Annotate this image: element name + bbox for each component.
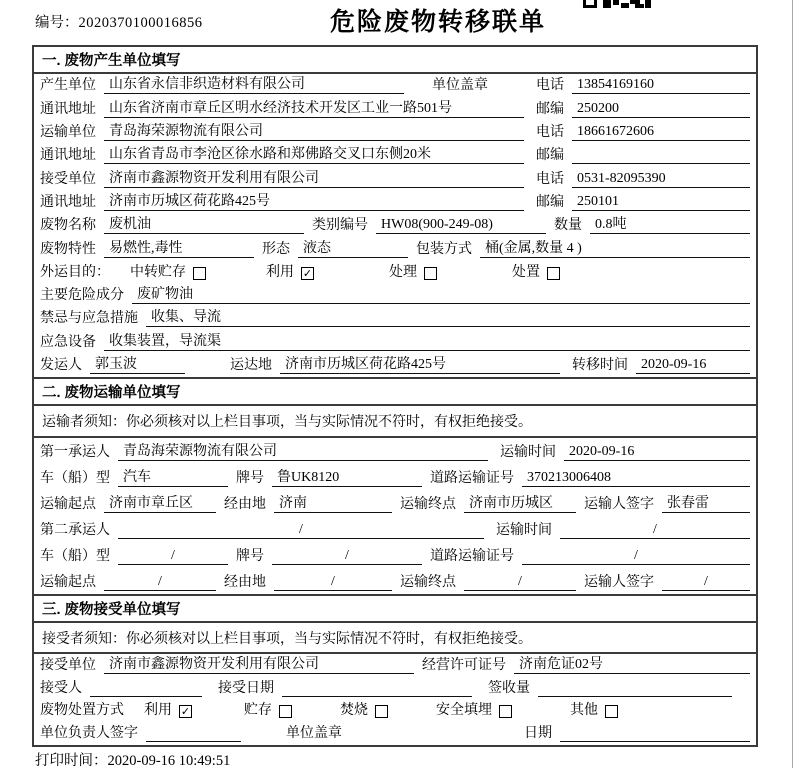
vehicle1-plate-value: 鲁UK8120 <box>272 469 422 487</box>
purpose-transfer-storage-checkbox <box>193 267 206 280</box>
purpose-transfer-storage-label: 中转贮存 <box>130 264 186 280</box>
destination-value: 济南市历城区荷花路425号 <box>280 356 560 374</box>
section-receiver-title: 三. 废物接受单位填写 <box>34 596 756 623</box>
purpose-treat-checkbox <box>424 267 437 280</box>
print-time-label: 打印时间： <box>35 753 108 768</box>
hazard-components-value: 废矿物油 <box>132 286 750 304</box>
license-label: 经营许可证号 <box>422 657 506 673</box>
receiver-seal-label: 单位盖章 <box>286 726 342 741</box>
destination-label: 运达地 <box>230 358 272 374</box>
vehicle2-type-label: 车（船）型 <box>40 549 110 564</box>
emergency-equipment-label: 应急设备 <box>40 334 96 350</box>
vehicle2-permit-value: / <box>522 547 750 565</box>
seal-date-label: 日期 <box>524 726 552 741</box>
emergency-measures-label: 禁忌与应急措施 <box>40 311 138 327</box>
row-waste-traits <box>34 237 756 260</box>
row-second-carrier <box>34 516 756 542</box>
section-producer-title: 一. 废物产生单位填写 <box>34 47 756 74</box>
first-carrier-value: 青岛海荣源物流有限公司 <box>118 443 488 461</box>
producer-address-label: 通讯地址 <box>40 101 96 117</box>
disposal-method-label: 废物处置方式 <box>40 703 124 719</box>
vehicle1-plate-label: 牌号 <box>236 471 264 486</box>
disposal-option-other <box>570 702 618 719</box>
serial-number <box>35 11 203 32</box>
waste-code-label: 类别编号 <box>312 218 368 234</box>
license-value: 济南危证02号 <box>514 656 750 674</box>
purpose-option-transfer-storage <box>130 264 206 281</box>
waste-form-value: 液态 <box>298 240 408 258</box>
serial-value: 2020370100016856 <box>78 15 203 31</box>
signed-qty-label: 签收量 <box>488 680 530 696</box>
row-disposal-method <box>34 700 756 723</box>
transporter-address-value: 山东省青岛市李沧区徐水路和郑佛路交叉口东侧20米 <box>104 146 524 164</box>
first-carrier-label: 第一承运人 <box>40 445 110 460</box>
packaging-label: 包装方式 <box>416 241 472 257</box>
transporter-label: 运输单位 <box>40 124 96 140</box>
receiver-zip-label: 邮编 <box>536 194 564 210</box>
row-hazard-components <box>34 284 756 307</box>
route2-start-value: / <box>104 573 216 591</box>
section-transport-title: 二. 废物运输单位填写 <box>34 379 756 406</box>
serial-label: 编号： <box>35 15 79 31</box>
producer-phone-value: 13854169160 <box>572 76 750 94</box>
transport-time2-value: / <box>560 521 750 539</box>
accept-person-value <box>90 696 202 697</box>
receiver-label: 接受单位 <box>40 171 96 187</box>
accept-date-label: 接受日期 <box>218 680 274 696</box>
disposal-option-landfill <box>436 702 512 719</box>
transporter-phone-label: 电话 <box>536 124 564 140</box>
waste-traits-label: 废物特性 <box>40 241 96 257</box>
row-waste-name <box>34 214 756 237</box>
transfer-time-value: 2020-09-16 <box>636 356 750 374</box>
row-transporter-address <box>34 144 756 167</box>
receiver-phone-value: 0531-82095390 <box>572 170 750 188</box>
transfer-time-label: 转移时间 <box>572 358 628 374</box>
vehicle1-type-value: 汽车 <box>118 469 228 487</box>
row-producer-address <box>34 97 756 120</box>
transporter-value: 青岛海荣源物流有限公司 <box>104 123 524 141</box>
row-route2 <box>34 568 756 594</box>
purpose-dispose-label: 处置 <box>512 264 540 280</box>
responsible-sign-value <box>146 741 241 742</box>
accept-person-label: 接受人 <box>40 680 82 696</box>
second-carrier-value: / <box>118 521 484 539</box>
receiver-zip-value: 250101 <box>572 193 750 211</box>
transporter-address-label: 通讯地址 <box>40 148 96 164</box>
page-title: 危险废物转移联单 <box>330 8 547 36</box>
receiver-address-value: 济南市历城区荷花路425号 <box>104 193 524 211</box>
vehicle1-type-label: 车（船）型 <box>40 471 110 486</box>
purpose-option-treat <box>389 264 437 281</box>
disposal-landfill-label: 安全填埋 <box>436 703 492 719</box>
waste-name-label: 废物名称 <box>40 218 96 234</box>
vehicle2-permit-label: 道路运输证号 <box>430 549 514 564</box>
row-receiver <box>34 167 756 190</box>
row-receiver-address <box>34 191 756 214</box>
route2-end-label: 运输终点 <box>400 575 456 590</box>
producer-label: 产生单位 <box>40 78 96 94</box>
unit-seal-label: 单位盖章 <box>432 78 488 94</box>
transport-time2-label: 运输时间 <box>496 523 552 538</box>
row-accept-unit <box>34 654 756 677</box>
responsible-sign-label: 单位负责人签字 <box>40 726 138 741</box>
route2-end-value: / <box>464 573 576 591</box>
row-emergency-measures <box>34 307 756 330</box>
row-vehicle2 <box>34 542 756 568</box>
route1-start-label: 运输起点 <box>40 497 96 512</box>
purpose-dispose-checkbox <box>547 267 560 280</box>
transporter-zip-label: 邮编 <box>536 148 564 164</box>
route1-end-label: 运输终点 <box>400 497 456 512</box>
section-transport <box>34 377 756 594</box>
row-vehicle1 <box>34 464 756 490</box>
receiver-value: 济南市鑫源物资开发利用有限公司 <box>104 170 524 188</box>
emergency-measures-value: 收集、导流 <box>146 309 750 327</box>
producer-zip-value: 250200 <box>572 100 750 118</box>
receiver-address-label: 通讯地址 <box>40 194 96 210</box>
seal-date-value <box>560 741 750 742</box>
disposal-other-checkbox <box>605 705 618 718</box>
waste-traits-value: 易燃性,毒性 <box>104 240 254 258</box>
manifest-form-table <box>32 45 758 747</box>
disposal-storage-label: 贮存 <box>244 703 272 719</box>
disposal-incinerate-checkbox <box>375 705 388 718</box>
producer-value: 山东省永信非织造材料有限公司 <box>104 76 404 94</box>
accept-unit-label: 接受单位 <box>40 657 96 673</box>
purpose-utilize-label: 利用 <box>266 264 294 280</box>
receiver-phone-label: 电话 <box>536 171 564 187</box>
receiver-notice: 接受者须知：你必须核对以上栏目事项，当与实际情况不符时，有权拒绝接受。 <box>34 623 756 654</box>
disposal-option-storage <box>244 702 292 719</box>
packaging-value: 桶(金属,数量 4 ) <box>480 240 750 258</box>
row-transporter <box>34 121 756 144</box>
waste-qty-label: 数量 <box>554 218 582 234</box>
route2-sign-value: / <box>662 573 750 591</box>
transporter-zip-value <box>572 163 750 164</box>
waste-name-value: 废机油 <box>104 216 304 234</box>
disposal-option-incinerate <box>340 702 388 719</box>
vehicle1-permit-label: 道路运输证号 <box>430 471 514 486</box>
route1-start-value: 济南市章丘区 <box>104 495 216 513</box>
sender-value: 郭玉波 <box>90 356 185 374</box>
vehicle1-permit-value: 370213006408 <box>522 469 750 487</box>
row-route1 <box>34 490 756 516</box>
disposal-utilize-label: 利用 <box>144 703 172 719</box>
scan-edge-line <box>792 0 793 768</box>
transporter-phone-value: 18661672606 <box>572 123 750 141</box>
section-receiver <box>34 594 756 745</box>
emergency-equipment-value: 收集装置，导流渠 <box>104 333 750 351</box>
disposal-incinerate-label: 焚烧 <box>340 703 368 719</box>
disposal-other-label: 其他 <box>570 703 598 719</box>
second-carrier-label: 第二承运人 <box>40 523 110 538</box>
row-dispatch <box>34 354 756 377</box>
signed-qty-value <box>538 696 732 697</box>
print-time-value: 2020-09-16 10:49:51 <box>107 753 231 768</box>
transporter-notice: 运输者须知：你必须核对以上栏目事项，当与实际情况不符时，有权拒绝接受。 <box>34 406 756 438</box>
row-emergency-equipment <box>34 330 756 353</box>
transport-time1-value: 2020-09-16 <box>564 443 750 461</box>
sender-label: 发运人 <box>40 358 82 374</box>
route2-via-label: 经由地 <box>224 575 266 590</box>
producer-zip-label: 邮编 <box>536 101 564 117</box>
row-producer <box>34 74 756 97</box>
accept-unit-value: 济南市鑫源物资开发利用有限公司 <box>104 656 414 674</box>
row-outbound-purpose <box>34 261 756 284</box>
route1-via-value: 济南 <box>274 495 392 513</box>
producer-address-value: 山东省济南市章丘区明水经济技术开发区工业一路501号 <box>104 100 524 118</box>
purpose-option-utilize <box>266 264 314 281</box>
accept-date-value <box>282 696 472 697</box>
waste-qty-value: 0.8吨 <box>590 216 750 234</box>
vehicle2-plate-value: / <box>272 547 422 565</box>
route2-start-label: 运输起点 <box>40 575 96 590</box>
hazard-components-label: 主要危险成分 <box>40 288 124 304</box>
route2-via-value: / <box>274 573 392 591</box>
disposal-utilize-checkbox: ✓ <box>180 705 191 719</box>
disposal-landfill-checkbox <box>499 705 512 718</box>
waste-form-label: 形态 <box>262 241 290 257</box>
purpose-option-dispose <box>512 264 560 281</box>
route1-sign-value: 张春雷 <box>662 495 750 513</box>
purpose-treat-label: 处理 <box>389 264 417 280</box>
waste-code-value: HW08(900-249-08) <box>376 216 546 234</box>
vehicle2-plate-label: 牌号 <box>236 549 264 564</box>
section-producer <box>34 47 756 377</box>
purpose-utilize-checkbox: ✓ <box>302 266 313 280</box>
row-acceptance <box>34 677 756 700</box>
vehicle2-type-value: / <box>118 547 228 565</box>
purpose-label: 外运目的： <box>40 264 110 280</box>
qr-code-icon <box>583 0 651 8</box>
route1-end-value: 济南市历城区 <box>464 495 576 513</box>
route1-sign-label: 运输人签字 <box>584 497 654 512</box>
route1-via-label: 经由地 <box>224 497 266 512</box>
print-time <box>35 749 230 768</box>
transport-time1-label: 运输时间 <box>500 445 556 460</box>
disposal-storage-checkbox <box>279 705 292 718</box>
row-responsible-signature <box>34 722 756 745</box>
disposal-option-utilize <box>144 702 192 719</box>
route2-sign-label: 运输人签字 <box>584 575 654 590</box>
row-first-carrier <box>34 438 756 464</box>
producer-phone-label: 电话 <box>536 78 564 94</box>
